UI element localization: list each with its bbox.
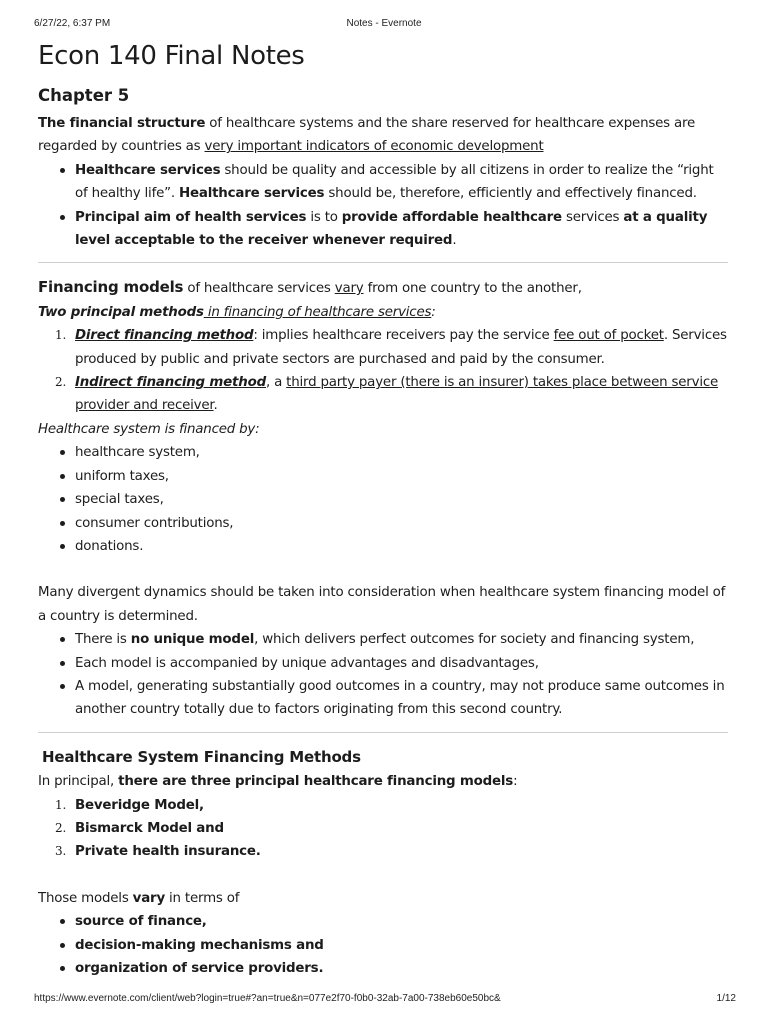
note-body [38,38,728,980]
spacer [38,558,728,581]
list-item: Each model is accompanied by unique advantages and disadvantages, [75,652,728,675]
list-item: healthcare system, [75,441,728,464]
principal-methods-line: Two principal methods in financing of healthcare services: [38,304,436,320]
financing-models-paragraph: Financing models of healthcare services vary from one country to the another, [38,278,582,297]
financing-methods-list [38,324,728,418]
financing-models-list [38,794,728,864]
list-item: Direct financing method: implies healthcare receivers pay the service fee out of pocket. Services produced by public and private sectors are purchased and paid by the consumer. [75,328,727,367]
print-datetime: 6/27/22, 6:37 PM [34,18,111,29]
list-item: Bismarck Model and [75,820,224,836]
divider [38,732,728,733]
list-item: There is no unique model, which delivers perfect outcomes for society and financing system, [75,628,728,651]
list-item: Beveridge Model, [75,797,204,813]
structure-paragraph: The financial structure of healthcare systems and the share reserved for healthcare expenses are regarded by countries as very important indicators of economic development [38,116,696,155]
spacer [38,864,728,887]
list-item: decision-making mechanisms and [75,934,728,957]
note-title: Econ 140 Final Notes [38,41,305,71]
list-item: special taxes, [75,488,728,511]
list-item: donations. [75,535,728,558]
list-item: A model, generating substantially good outcomes in a country, may not produce same outcomes in another country totally due to factors originating from this second country. [75,675,728,722]
three-models-intro: In principal, there are three principal healthcare financing models: [38,774,518,790]
list-item: uniform taxes, [75,465,728,488]
print-url: https://www.evernote.com/client/web?login=true#?an=true&n=077e2f70-f0b0-32ab-7a00-738eb60e50bc& [34,993,501,1004]
dynamics-paragraph: Many divergent dynamics should be taken into consideration when healthcare system financing model of a country is determined. [38,585,726,624]
chapter-heading: Chapter 5 [38,86,130,105]
list-item: consumer contributions, [75,512,728,535]
dynamics-bullets [38,628,728,722]
list-item: organization of service providers. [75,957,728,980]
print-page-number: 1/12 [716,993,736,1004]
print-tab-title: Notes - Evernote [346,18,422,29]
list-item: Healthcare services should be quality and accessible by all citizens in order to realize the “right of healthy life”. Healthcare services should be, therefore, efficiently and effectively financed. [75,159,728,206]
divider [38,262,728,263]
models-vary-line: Those models vary in terms of [38,890,240,906]
funding-sources-list [38,441,728,558]
list-item: Principal aim of health services is to provide affordable healthcare services at a quality level acceptable to the receiver whenever required. [75,206,728,253]
financing-methods-heading: Healthcare System Financing Methods [42,747,361,766]
variation-aspects-list [38,910,728,980]
list-item: source of finance, [75,910,728,933]
structure-bullets [38,159,728,253]
financed-by-label: Healthcare system is financed by: [38,421,260,437]
list-item: Indirect financing method, a third party payer (there is an insurer) takes place between service provider and receiver. [75,375,719,414]
list-item: Private health insurance. [75,844,261,860]
